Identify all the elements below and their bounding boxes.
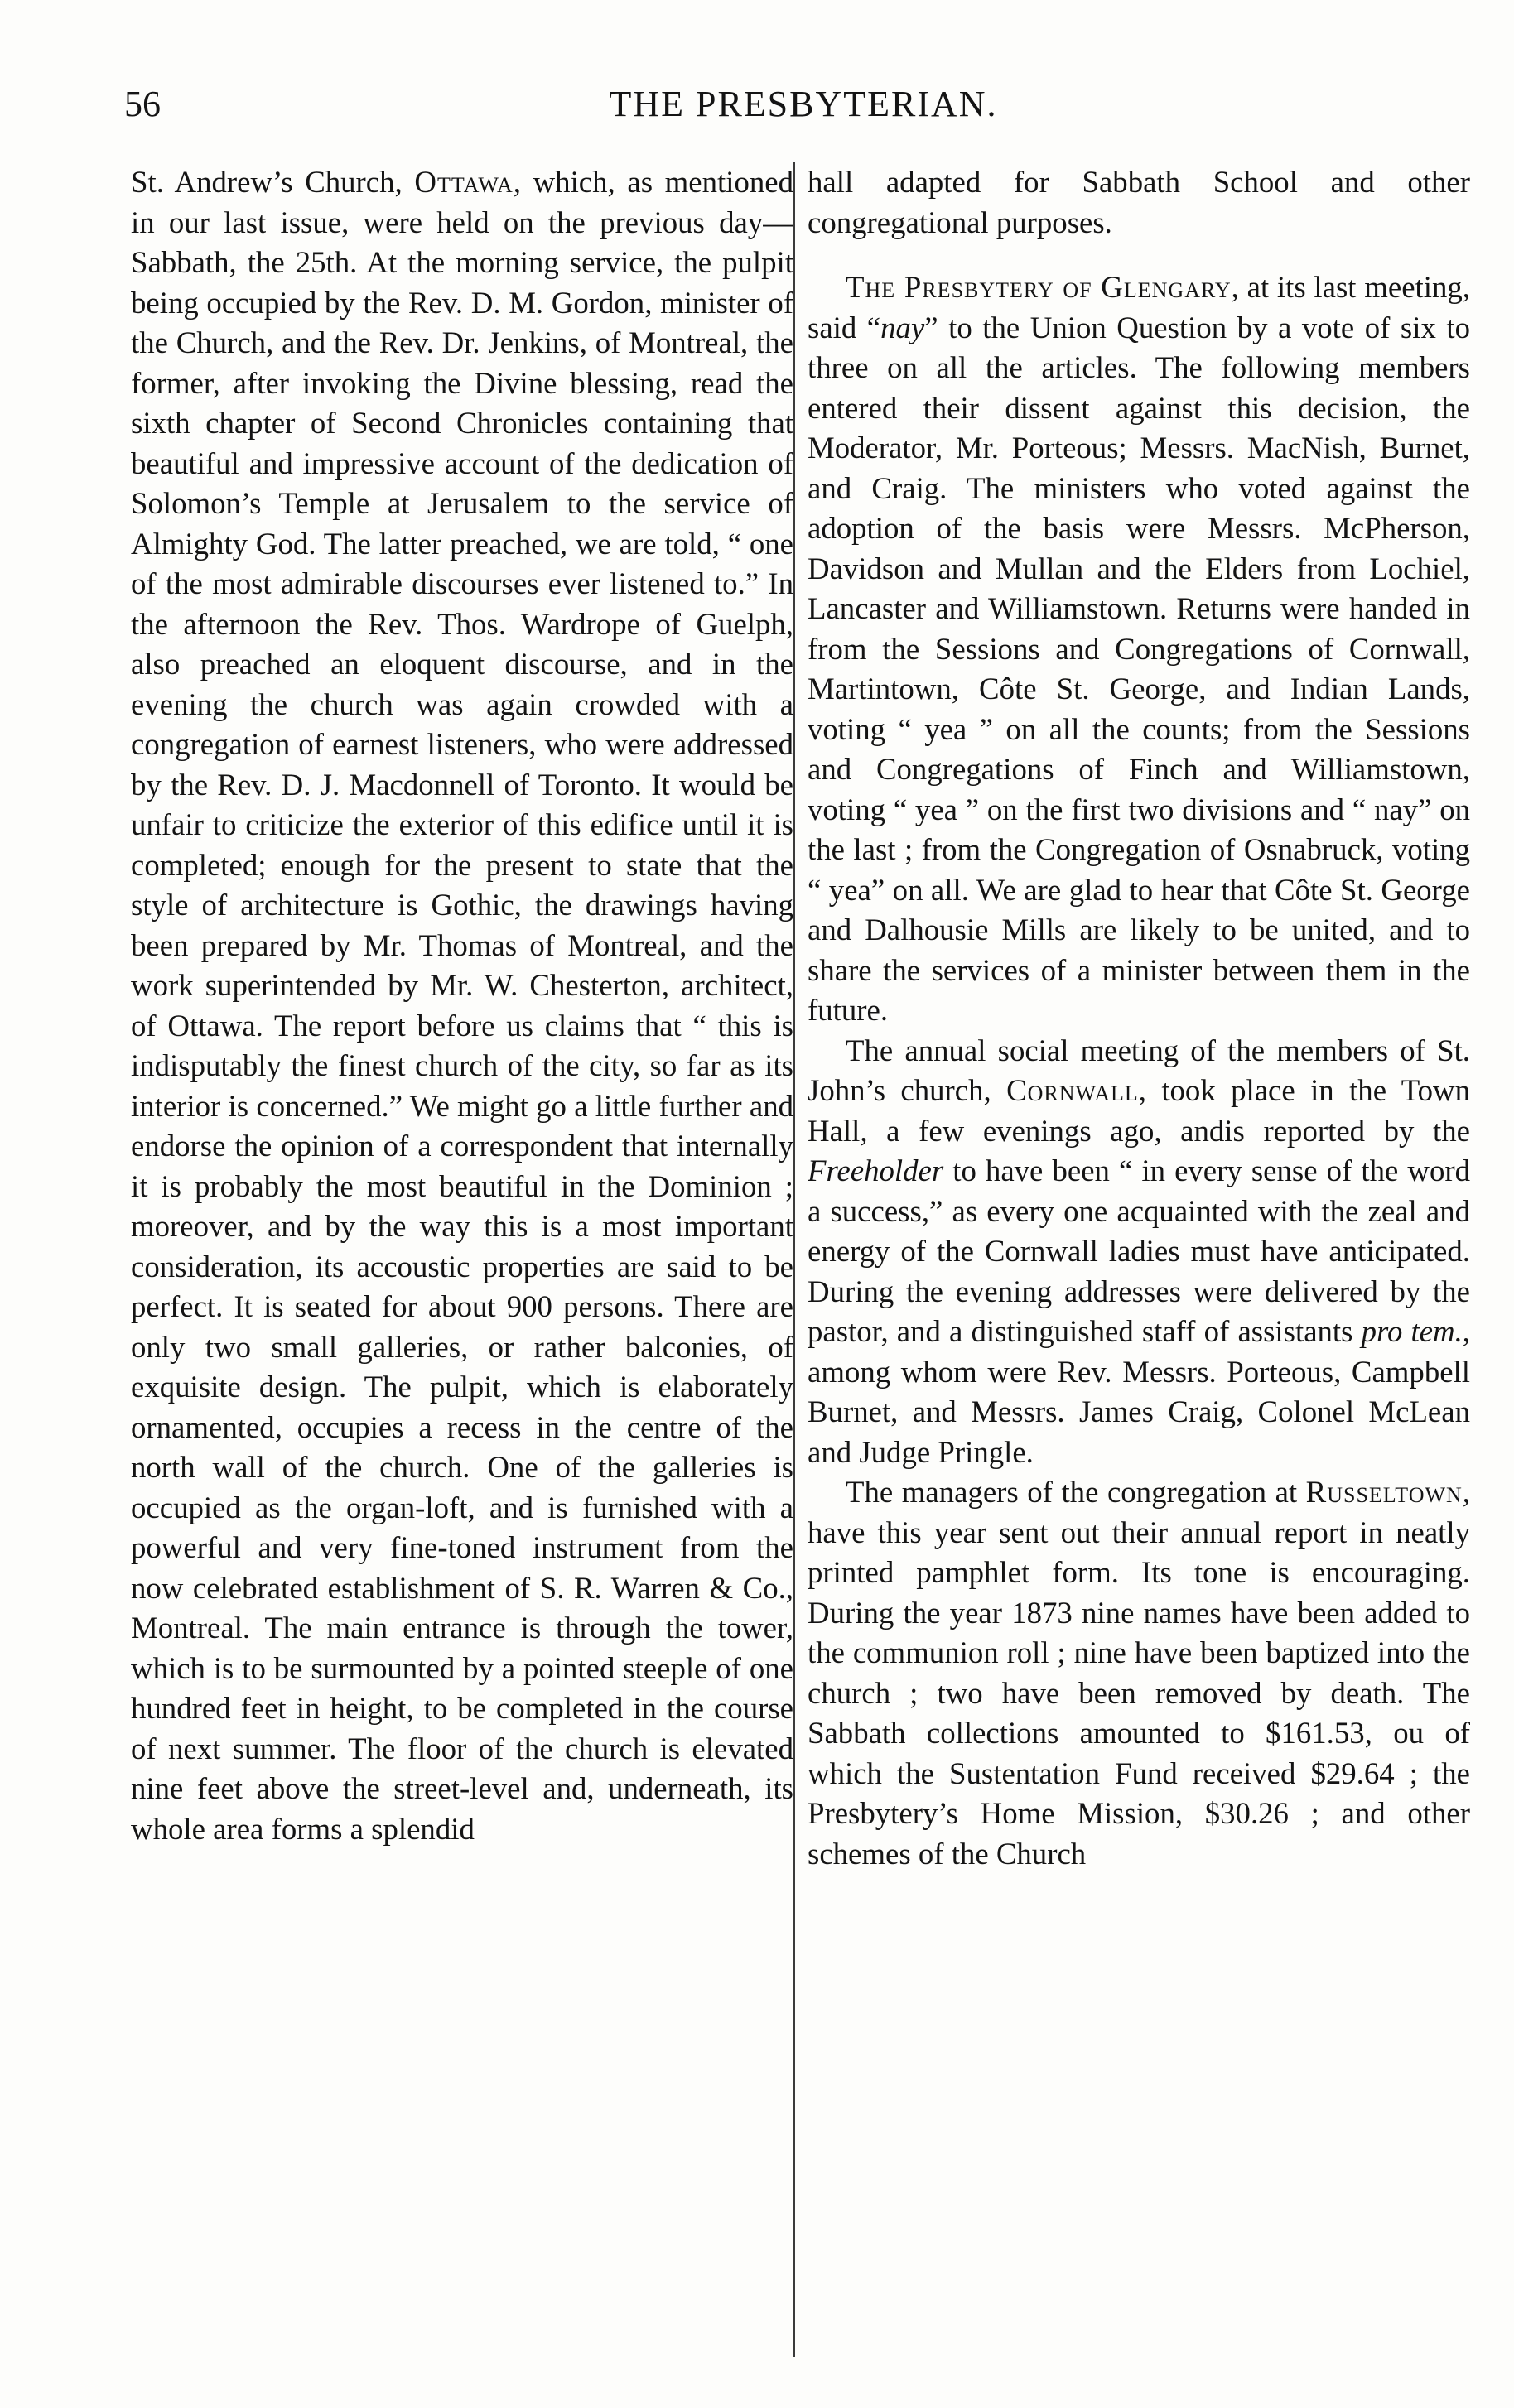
text-run: , among whom were Rev. Messrs. Porteous, Campbell Burnet, and Messrs. James Craig, Colonel McLean and Judge Pringle.: [808, 1314, 1470, 1469]
article-russeltown-report: [808, 1472, 1470, 1874]
page-number: 56: [124, 84, 161, 124]
column-rule: [793, 162, 795, 2357]
text-run: The managers of the congregation at: [846, 1475, 1306, 1509]
article-continuation: hall adapted for Sabbath School and other congregational purposes.: [808, 165, 1470, 239]
article-heading-glengary: The Presbytery of Glengary: [846, 270, 1232, 304]
emphasis-pro-tem: pro tem.: [1361, 1314, 1463, 1348]
left-column: [131, 162, 793, 2365]
running-title: THE PRESBYTERIAN.: [609, 84, 998, 124]
text-run: , at its last meeting, said “: [808, 270, 1470, 344]
article-glengary-presbytery: [808, 267, 1470, 1031]
text-run: St. Andrew’s Church,: [131, 165, 415, 199]
text-run: ” to the Union Question by a vote of six to three on all the articles. The following members entered their dissent against this decision, the Moderator, Mr. Porteous; Messrs. MacNish, Burnet, and Craig. The ministers who voted against the adoption of the basis were Messrs. McPherson, Davidson and Mullan and the Elders from Lochiel, Lancaster and Williamstown. Returns were handed in from the Sessions and Congregations of Cornwall, Martintown, Côte St. George, and Indian Lands, voting “ yea ” on all the counts; from the Sessions and Congregations of Finch and Williamstown, voting “ yea ” on the first two divisions and “ nay” on the last ; from the Congregation of Osnabruck, voting “ yea” on all. We are glad to hear that Côte St. George and Dalhousie Mills are likely to be united, and to share the services of a minister between them in the future.: [808, 310, 1470, 1027]
newspaper-name-freeholder: Freeholder: [808, 1153, 944, 1187]
place-name-ottawa: Ottawa: [414, 165, 514, 199]
place-name-cornwall: Cornwall: [1006, 1073, 1139, 1107]
text-run: , which, as mentioned in our last issue, were held on the previous day—Sabbath, the 25th. At the morning service, the pulpit being occupied by the Rev. D. M. Gordon, minister of the Church, and the Rev. Dr. Jenkins, of Montreal, the former, after invoking the Divine blessing, read the sixth chapter of Second Chronicles containing that beautiful and impressive account of the dedication of Solomon’s Temple at Jerusalem to the service of Almighty God. The latter preached, we are told, “ one of the most admirable discourses ever listened to.” In the afternoon the Rev. Thos. Wardrope of Guelph, also preached an eloquent discourse, and in the evening the church was again crowded with a congregation of earnest listeners, who were addressed by the Rev. D. J. Macdonnell of Toronto. It would be unfair to criticize the exterior of this edifice until it is completed; enough for the present to state that the style of architecture is Gothic, the drawings having been prepared by Mr. Thomas of Montreal, and the work superintended by Mr. W. Chesterton, architect, of Ottawa. The report before us claims that “ this is indisputably the finest church of the city, so far as its interior is concerned.” We might go a little further and endorse the opinion of a correspondent that internally it is probably the most beautiful in the Dominion ; moreover, and by the way this is a most important consideration, its accoustic properties are said to be perfect. It is seated for about 900 persons. There are only two small galleries, or rather balconies, of exquisite design. The pulpit, which is elaborately ornamented, occupies a recess in the centre of the north wall of the church. One of the galleries is occupied as the organ-loft, and is furnished with a powerful and very fine-toned instrument from the now celebrated establishment of S. R. Warren & Co., Montreal. The main entrance is through the tower, which is to be surmounted by a pointed steeple of one hundred feet in height, to be completed in the course of next summer. The floor of the church is elevated nine feet above the street-level and, underneath, its whole area forms a splendid: [131, 165, 793, 1846]
article-st-andrews-church: [131, 162, 793, 1849]
text-run: The annual social meeting of the members of St. John’s church,: [808, 1033, 1470, 1107]
text-run: , took place in the Town Hall, a few evenings ago, andis reported by the: [808, 1073, 1470, 1148]
place-name-russeltown: Russeltown: [1305, 1475, 1463, 1509]
right-column: [808, 162, 1470, 2365]
text-run: to have been “ in every sense of the word a success,” as every one acquainted with the zeal and energy of the Cornwall ladies must have anticipated. During the evening addresses were delivered by the pastor, and a distinguished staff of assistants: [808, 1153, 1470, 1348]
text-run: , have this year sent out their annual report in neatly printed pamphlet form. Its tone is encouraging. During the year 1873 nine names have been added to the communion roll ; nine have been baptized into the church ; two have been removed by death. The Sabbath collections amounted to $161.53, ou of which the Sustentation Fund received $29.64 ; the Presbytery’s Home Mission, $30.26 ; and other schemes of the Church: [808, 1475, 1470, 1871]
page-header: [124, 79, 1483, 129]
emphasis-nay: nay: [880, 310, 925, 344]
article-cornwall-social: [808, 1031, 1470, 1473]
